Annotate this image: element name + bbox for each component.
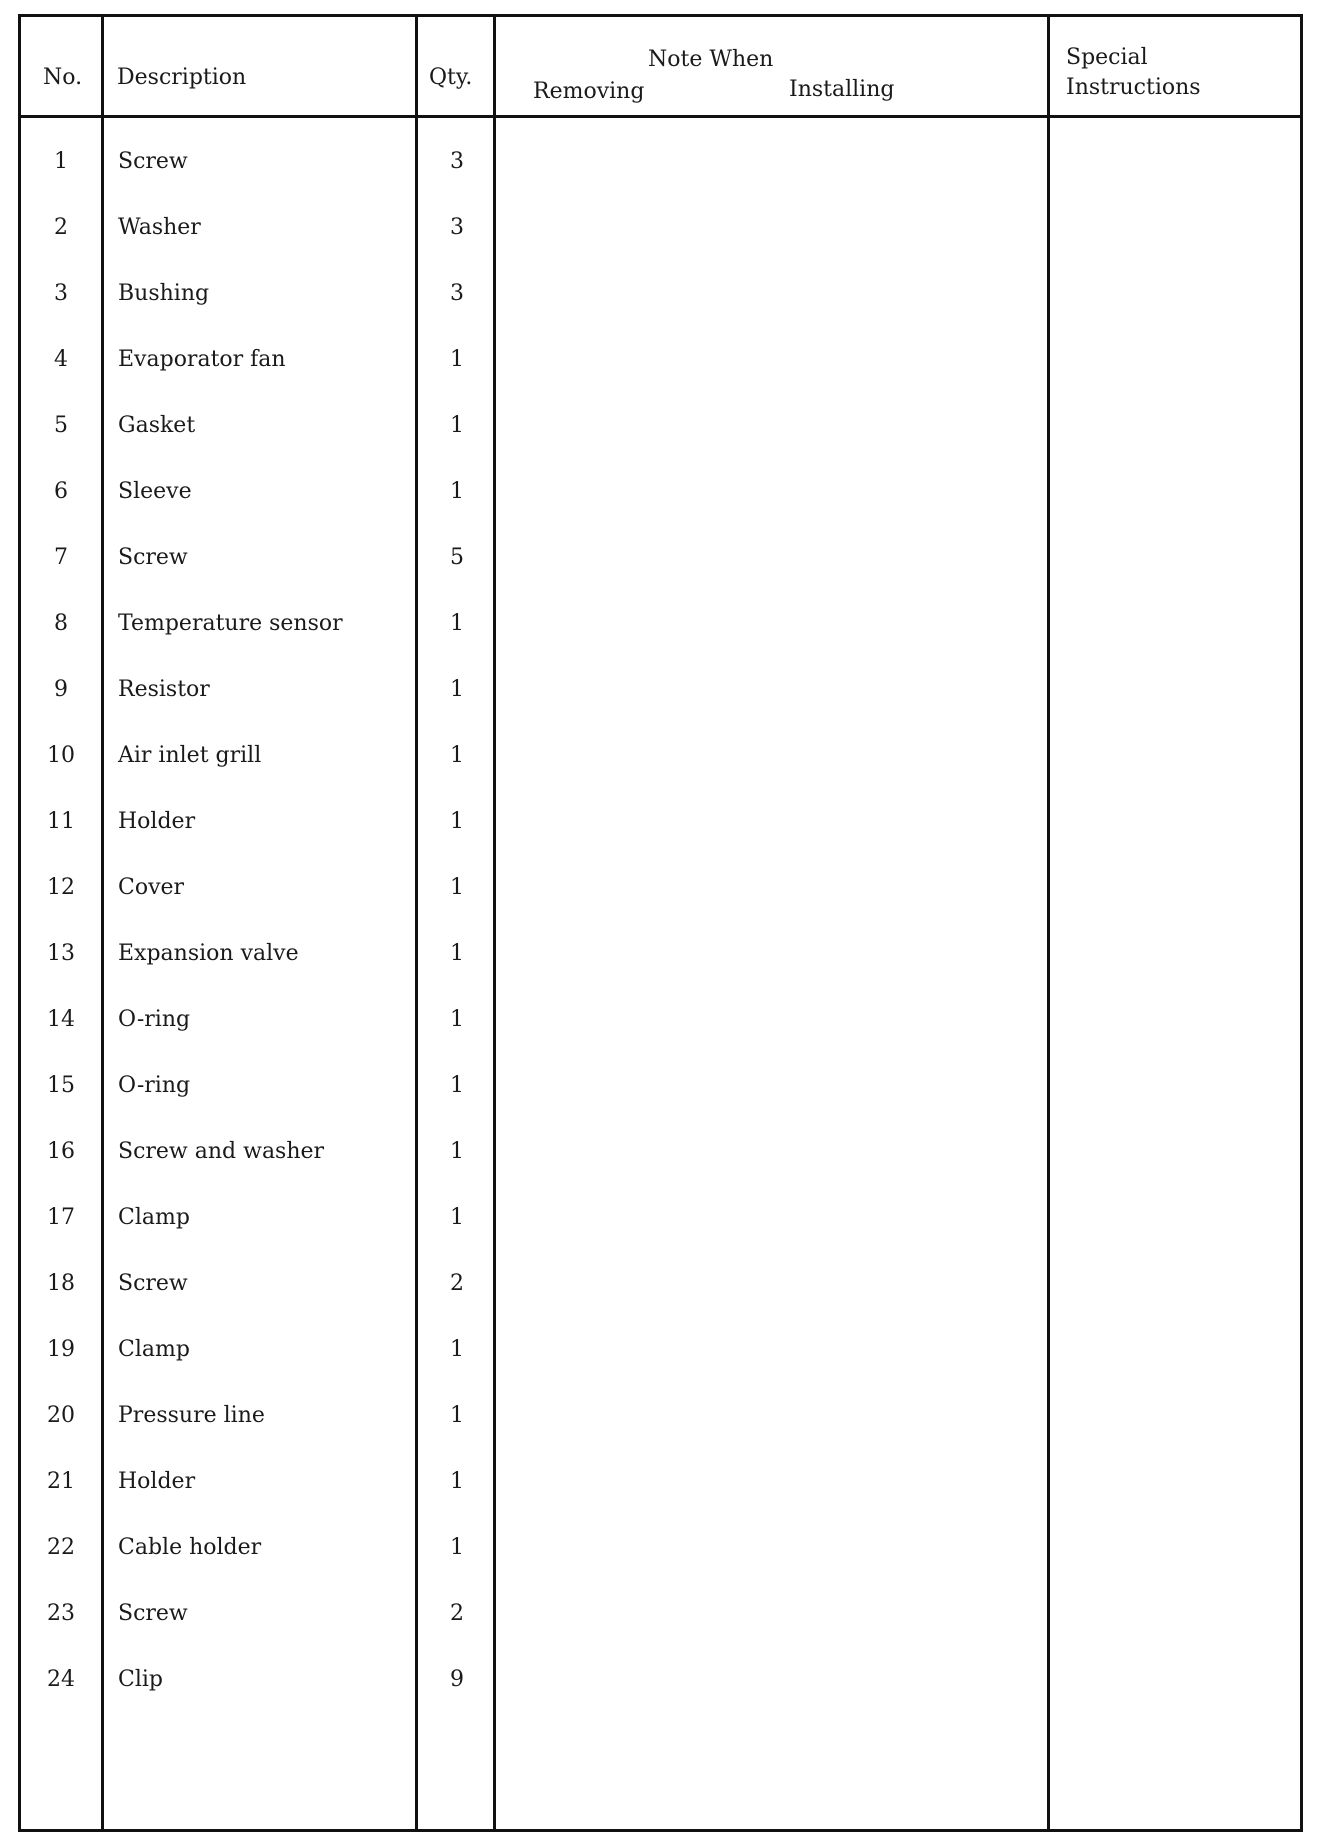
header-installing: Installing	[789, 77, 895, 102]
row-number: 18	[47, 1271, 75, 1296]
row-number: 17	[47, 1205, 75, 1230]
row-number: 9	[54, 677, 68, 702]
table-row	[21, 609, 1300, 675]
table-row	[21, 1203, 1300, 1269]
table-row	[21, 1467, 1300, 1533]
header-qty: Qty.	[429, 65, 473, 90]
row-quantity: 9	[450, 1667, 464, 1692]
row-number: 3	[54, 281, 68, 306]
row-description: Washer	[118, 215, 201, 240]
row-description: Clamp	[118, 1337, 190, 1362]
row-description: Screw	[118, 545, 188, 570]
table-row	[21, 1335, 1300, 1401]
table-row	[21, 1071, 1300, 1137]
row-quantity: 1	[450, 479, 464, 504]
row-number: 10	[47, 743, 75, 768]
row-quantity: 1	[450, 1337, 464, 1362]
row-quantity: 1	[450, 677, 464, 702]
row-number: 1	[54, 149, 68, 174]
row-quantity: 1	[450, 1469, 464, 1494]
header-removing: Removing	[533, 79, 645, 104]
row-description: Temperature sensor	[118, 611, 343, 636]
table-row	[21, 213, 1300, 279]
row-number: 6	[54, 479, 68, 504]
row-number: 11	[47, 809, 75, 834]
table-row	[21, 411, 1300, 477]
table-row	[21, 147, 1300, 213]
row-description: Holder	[118, 809, 196, 834]
row-description: Gasket	[118, 413, 196, 438]
table-body	[21, 147, 1300, 1731]
row-number: 15	[47, 1073, 75, 1098]
row-number: 12	[47, 875, 75, 900]
row-quantity: 1	[450, 875, 464, 900]
row-description: O-ring	[118, 1073, 191, 1098]
row-number: 23	[47, 1601, 75, 1626]
row-number: 16	[47, 1139, 75, 1164]
row-description: Screw	[118, 149, 188, 174]
row-quantity: 3	[450, 149, 464, 174]
header-no: No.	[43, 65, 83, 90]
row-number: 19	[47, 1337, 75, 1362]
row-quantity: 3	[450, 215, 464, 240]
row-number: 24	[47, 1667, 75, 1692]
row-quantity: 1	[450, 413, 464, 438]
row-quantity: 1	[450, 347, 464, 372]
row-description: Bushing	[118, 281, 210, 306]
row-quantity: 1	[450, 941, 464, 966]
row-description: Screw	[118, 1271, 188, 1296]
row-quantity: 1	[450, 1403, 464, 1428]
row-description: Screw	[118, 1601, 188, 1626]
row-quantity: 1	[450, 1205, 464, 1230]
row-number: 5	[54, 413, 68, 438]
row-description: Resistor	[118, 677, 210, 702]
row-quantity: 1	[450, 1073, 464, 1098]
table-row	[21, 675, 1300, 741]
row-number: 13	[47, 941, 75, 966]
table-row	[21, 477, 1300, 543]
header-instructions: Instructions	[1066, 75, 1201, 100]
row-number: 20	[47, 1403, 75, 1428]
table-row	[21, 345, 1300, 411]
row-description: Sleeve	[118, 479, 192, 504]
row-description: Cover	[118, 875, 185, 900]
table-row	[21, 939, 1300, 1005]
row-description: Clip	[118, 1667, 163, 1692]
row-description: Cable holder	[118, 1535, 262, 1560]
row-quantity: 1	[450, 1535, 464, 1560]
row-quantity: 1	[450, 611, 464, 636]
row-description: Air inlet grill	[118, 743, 262, 768]
row-quantity: 2	[450, 1601, 464, 1626]
header-divider	[21, 115, 1300, 118]
row-quantity: 1	[450, 809, 464, 834]
row-description: Screw and washer	[118, 1139, 325, 1164]
table-row	[21, 1401, 1300, 1467]
table-row	[21, 873, 1300, 939]
table-row	[21, 1137, 1300, 1203]
row-description: Expansion valve	[118, 941, 299, 966]
table-row	[21, 1005, 1300, 1071]
row-number: 22	[47, 1535, 75, 1560]
row-quantity: 1	[450, 1139, 464, 1164]
header-note-when: Note When	[648, 47, 774, 72]
row-quantity: 2	[450, 1271, 464, 1296]
table-row	[21, 1269, 1300, 1335]
row-quantity: 5	[450, 545, 464, 570]
row-quantity: 3	[450, 281, 464, 306]
header-description: Description	[117, 65, 247, 90]
row-description: O-ring	[118, 1007, 191, 1032]
row-quantity: 1	[450, 1007, 464, 1032]
row-number: 8	[54, 611, 68, 636]
row-description: Clamp	[118, 1205, 190, 1230]
row-number: 14	[47, 1007, 75, 1032]
row-number: 21	[47, 1469, 75, 1494]
table-row	[21, 807, 1300, 873]
row-description: Holder	[118, 1469, 196, 1494]
row-description: Pressure line	[118, 1403, 265, 1428]
parts-table	[18, 14, 1303, 1832]
row-number: 4	[54, 347, 68, 372]
table-row	[21, 1599, 1300, 1665]
row-description: Evaporator fan	[118, 347, 286, 372]
table-row	[21, 279, 1300, 345]
table-row	[21, 1665, 1300, 1731]
row-number: 7	[54, 545, 68, 570]
table-row	[21, 1533, 1300, 1599]
table-row	[21, 543, 1300, 609]
header-special: Special	[1066, 45, 1148, 70]
row-number: 2	[54, 215, 68, 240]
row-quantity: 1	[450, 743, 464, 768]
table-row	[21, 741, 1300, 807]
